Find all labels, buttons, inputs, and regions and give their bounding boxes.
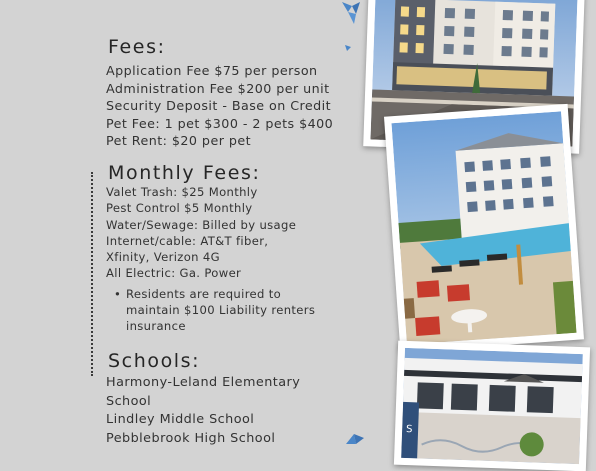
fee-line: Application Fee $75 per person [106,63,318,78]
pool-area-photo [384,104,584,352]
fee-line: Administration Fee $200 per unit [106,80,330,96]
school-line: Harmony-Leland Elementary [106,375,301,390]
monthly-fee-line: Internet/cable: AT&T fiber, [106,233,269,248]
monthly-fee-line: Valet Trash: $25 Monthly [106,185,258,199]
pool-image [391,111,576,344]
monthly-fees-heading: Monthly Fees: [108,162,261,184]
school-line: School [106,393,152,409]
monthly-fee-line: Pest Control $5 Monthly [106,201,253,216]
monthly-fee-line: Xfinity, Verizon 4G [106,250,220,265]
monthly-fee-line: All Electric: Ga. Power [106,266,242,281]
monthly-fee-line: Water/Sewage: Billed by usage [106,217,297,232]
fee-line: Security Deposit - Base on Credit [106,98,332,114]
decorative-leaf-icon [338,0,364,28]
school-line: Pebblebrook High School [106,430,276,446]
clubhouse-photo [394,341,590,471]
school-line: Lindley Middle School [106,412,255,427]
fees-list [106,62,333,150]
schools-heading: Schools: [108,350,201,372]
insurance-bullet [114,286,316,334]
bullet-icon: • [114,287,122,301]
decorative-leaf-icon [344,432,368,446]
schools-list [106,374,300,448]
fee-line: Pet Fee: 1 pet $300 - 2 pets $400 [106,115,334,131]
sign-letter: S [405,424,413,436]
fees-heading: Fees: [108,36,166,58]
monthly-fees-list [106,184,296,282]
fee-line: Pet Rent: $20 per pet [106,133,252,149]
decorative-mark-icon [344,44,352,52]
clubhouse-image [401,348,583,464]
insurance-text: Residents are required to maintain $100 Liability renters insurance [126,287,316,333]
dotted-divider [91,172,93,376]
